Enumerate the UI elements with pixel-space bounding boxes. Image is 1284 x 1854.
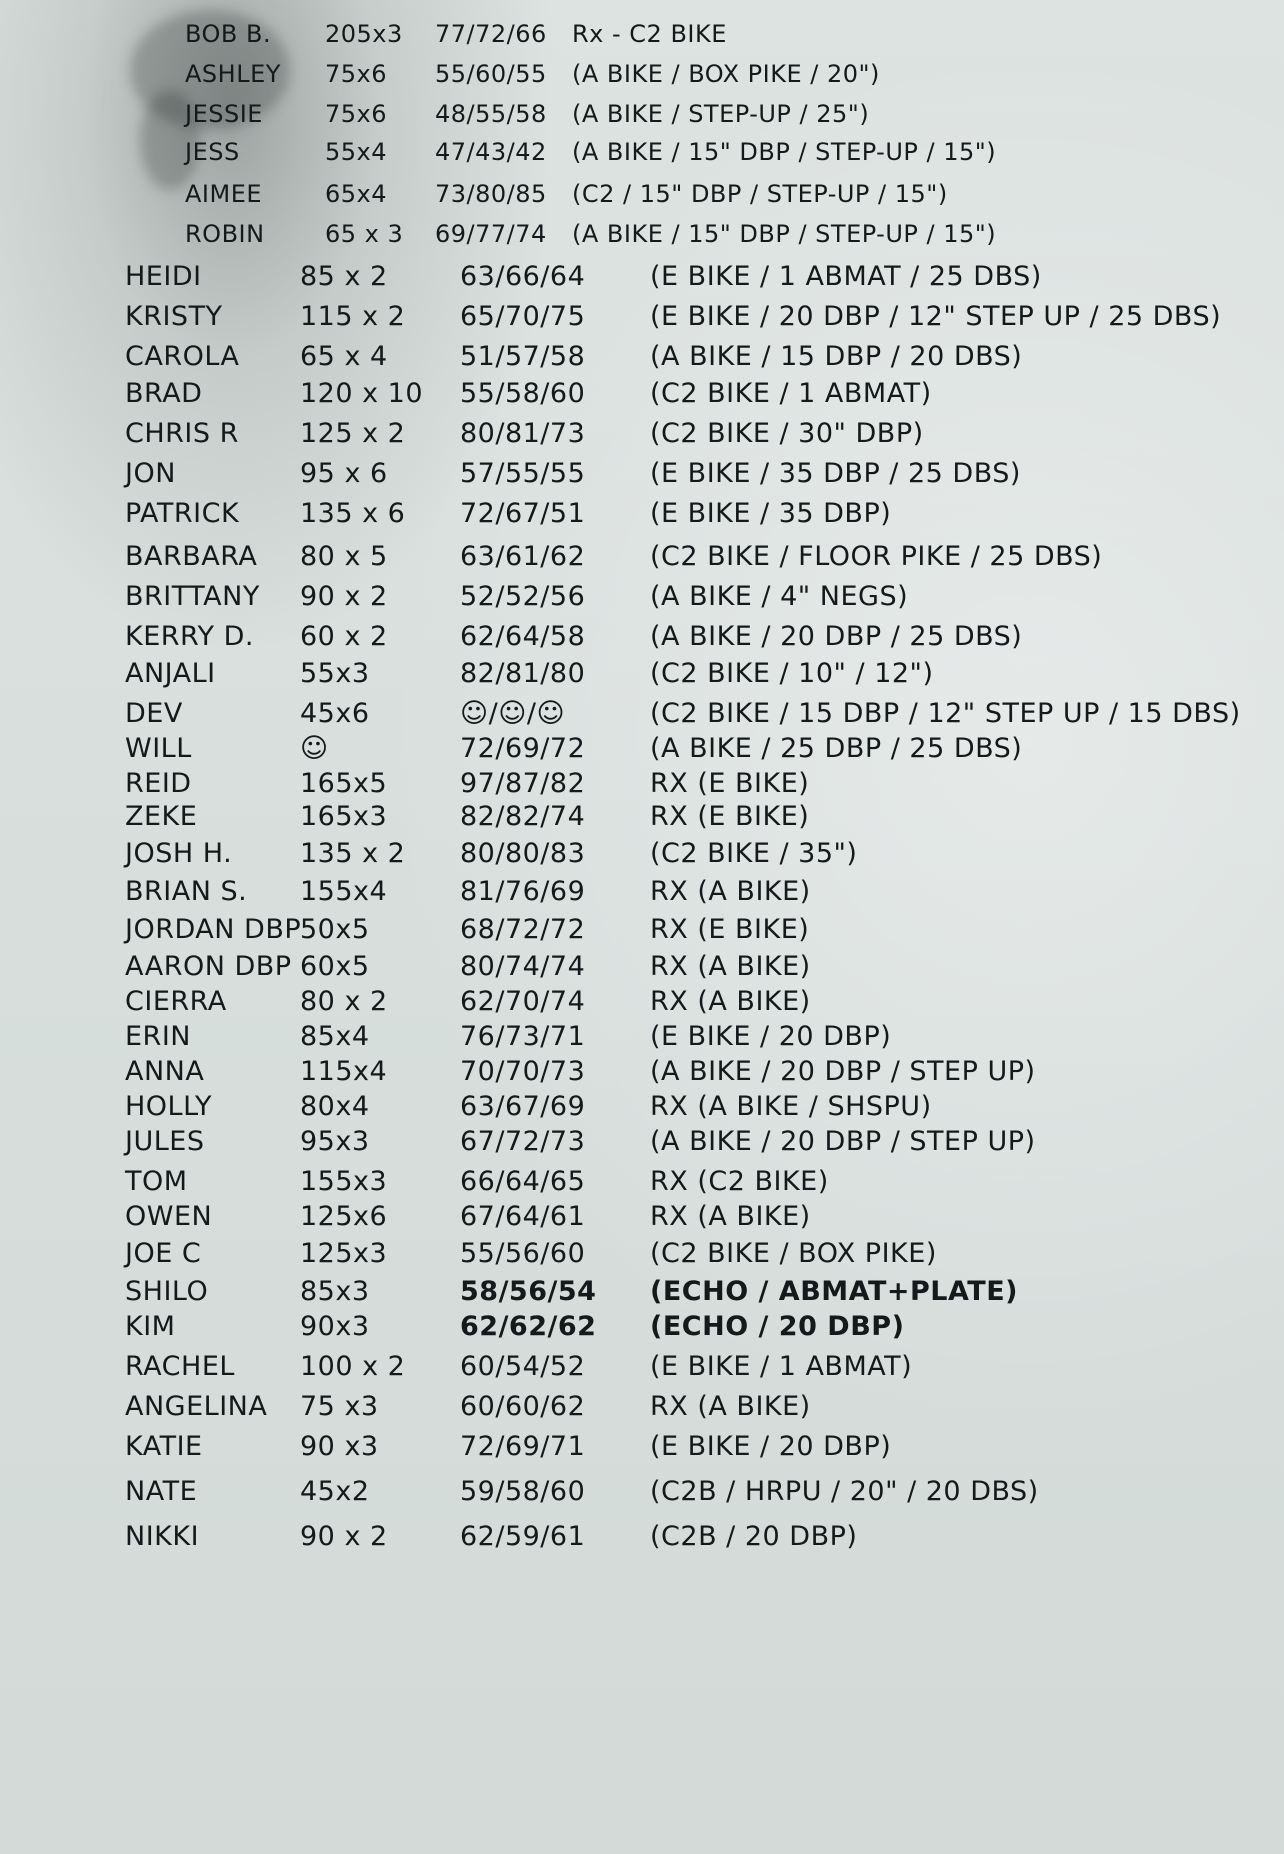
round-scores: 82/82/74	[460, 801, 586, 832]
log-row	[0, 1385, 1284, 1429]
load-reps: 55x4	[325, 138, 388, 166]
athlete-name: JOE C	[125, 1238, 202, 1269]
scaling-notes: (E BIKE / 20 DBP / 12" STEP UP / 25 DBS)	[650, 301, 1222, 332]
log-row	[0, 130, 1284, 174]
log-row	[0, 1305, 1284, 1349]
load-reps: 60x5	[300, 951, 370, 982]
round-scores: 48/55/58	[435, 100, 547, 128]
scaling-notes: (E BIKE / 1 ABMAT / 25 DBS)	[650, 261, 1042, 292]
scaling-notes: (A BIKE / 15" DBP / STEP-UP / 15")	[572, 138, 997, 166]
load-reps: 90 x3	[300, 1431, 379, 1462]
round-scores: 72/67/51	[460, 498, 586, 529]
scaling-notes: RX (A BIKE)	[650, 986, 811, 1017]
scaling-notes: (C2 BIKE / BOX PIKE)	[650, 1238, 937, 1269]
scaling-notes: (C2 BIKE / 10" / 12")	[650, 658, 934, 689]
load-reps: 205x3	[325, 20, 403, 48]
athlete-name: ANJALI	[125, 658, 216, 689]
load-reps: 65 x 4	[300, 341, 388, 372]
athlete-name: RACHEL	[125, 1351, 235, 1382]
athlete-name: BRAD	[125, 378, 203, 409]
scaling-notes: (A BIKE / STEP-UP / 25")	[572, 100, 870, 128]
scaling-notes: (C2 BIKE / FLOOR PIKE / 25 DBS)	[650, 541, 1103, 572]
athlete-name: ASHLEY	[185, 60, 281, 88]
athlete-name: WILL	[125, 733, 192, 764]
scaling-notes: (A BIKE / 25 DBP / 25 DBS)	[650, 733, 1023, 764]
round-scores: 80/81/73	[460, 418, 586, 449]
athlete-name: JESS	[185, 138, 240, 166]
round-scores: 62/64/58	[460, 621, 586, 652]
athlete-name: DEV	[125, 698, 183, 729]
load-reps: 165x5	[300, 768, 388, 799]
round-scores: 57/55/55	[460, 458, 586, 489]
load-reps: ☺	[300, 733, 329, 764]
load-reps: 135 x 2	[300, 838, 406, 869]
athlete-name: TOM	[125, 1166, 188, 1197]
scaling-notes: RX (A BIKE)	[650, 951, 811, 982]
scaling-notes: RX (A BIKE)	[650, 1391, 811, 1422]
round-scores: 62/59/61	[460, 1521, 586, 1552]
scaling-notes: (C2 BIKE / 1 ABMAT)	[650, 378, 932, 409]
scaling-notes: RX (A BIKE / SHSPU)	[650, 1091, 932, 1122]
athlete-name: CHRIS R	[125, 418, 239, 449]
round-scores: 65/70/75	[460, 301, 586, 332]
log-row	[0, 255, 1284, 299]
load-reps: 75x6	[325, 100, 388, 128]
scaling-notes: RX (A BIKE)	[650, 1201, 811, 1232]
log-row	[0, 12, 1284, 56]
round-scores: 73/80/85	[435, 180, 547, 208]
scaling-notes: (C2 BIKE / 15 DBP / 12" STEP UP / 15 DBS)	[650, 698, 1241, 729]
round-scores: 70/70/73	[460, 1056, 586, 1087]
scaling-notes: (A BIKE / 4" NEGS)	[650, 581, 909, 612]
athlete-name: OWEN	[125, 1201, 213, 1232]
scaling-notes: (E BIKE / 20 DBP)	[650, 1021, 892, 1052]
log-row	[0, 212, 1284, 256]
load-reps: 75x6	[325, 60, 388, 88]
round-scores: 62/62/62	[460, 1311, 597, 1342]
load-reps: 45x2	[300, 1476, 370, 1507]
load-reps: 125x3	[300, 1238, 388, 1269]
round-scores: 82/81/80	[460, 658, 586, 689]
athlete-name: NATE	[125, 1476, 198, 1507]
load-reps: 120 x 10	[300, 378, 424, 409]
round-scores: 72/69/72	[460, 733, 586, 764]
load-reps: 155x4	[300, 876, 388, 907]
scaling-notes: RX (E BIKE)	[650, 768, 810, 799]
scaling-notes: (E BIKE / 35 DBP)	[650, 498, 892, 529]
load-reps: 90 x 2	[300, 581, 388, 612]
load-reps: 80 x 5	[300, 541, 388, 572]
scaling-notes: (E BIKE / 35 DBP / 25 DBS)	[650, 458, 1021, 489]
athlete-name: JORDAN DBP	[125, 914, 302, 945]
round-scores: 97/87/82	[460, 768, 586, 799]
round-scores: 55/56/60	[460, 1238, 586, 1269]
load-reps: 85 x 2	[300, 261, 388, 292]
load-reps: 125 x 2	[300, 418, 406, 449]
load-reps: 60 x 2	[300, 621, 388, 652]
load-reps: 45x6	[300, 698, 370, 729]
load-reps: 135 x 6	[300, 498, 406, 529]
round-scores: 81/76/69	[460, 876, 586, 907]
athlete-name: NIKKI	[125, 1521, 200, 1552]
scaling-notes: (C2B / HRPU / 20" / 20 DBS)	[650, 1476, 1039, 1507]
athlete-name: ZEKE	[125, 801, 198, 832]
round-scores: 80/80/83	[460, 838, 586, 869]
load-reps: 90 x 2	[300, 1521, 388, 1552]
athlete-name: ANNA	[125, 1056, 205, 1087]
load-reps: 65 x 3	[325, 220, 404, 248]
round-scores: 51/57/58	[460, 341, 586, 372]
round-scores: 67/72/73	[460, 1126, 586, 1157]
athlete-name: KERRY D.	[125, 621, 255, 652]
load-reps: 80x4	[300, 1091, 370, 1122]
scaling-notes: (C2 / 15" DBP / STEP-UP / 15")	[572, 180, 948, 208]
log-row	[0, 1120, 1284, 1164]
scaling-notes: (ECHO / ABMAT+PLATE)	[650, 1276, 1018, 1307]
athlete-name: PATRICK	[125, 498, 240, 529]
round-scores: 76/73/71	[460, 1021, 586, 1052]
log-row	[0, 575, 1284, 619]
log-row	[0, 1515, 1284, 1559]
log-row	[0, 1425, 1284, 1469]
load-reps: 65x4	[325, 180, 388, 208]
log-row	[0, 52, 1284, 96]
athlete-name: SHILO	[125, 1276, 209, 1307]
round-scores: 59/58/60	[460, 1476, 586, 1507]
load-reps: 90x3	[300, 1311, 370, 1342]
round-scores: 60/60/62	[460, 1391, 586, 1422]
round-scores: 67/64/61	[460, 1201, 586, 1232]
scaling-notes: (A BIKE / 15 DBP / 20 DBS)	[650, 341, 1023, 372]
athlete-name: AIMEE	[185, 180, 263, 208]
athlete-name: CIERRA	[125, 986, 227, 1017]
scaling-notes: (A BIKE / 20 DBP / STEP UP)	[650, 1126, 1036, 1157]
athlete-name: BRITTANY	[125, 581, 260, 612]
log-row	[0, 295, 1284, 339]
load-reps: 100 x 2	[300, 1351, 406, 1382]
athlete-name: ERIN	[125, 1021, 191, 1052]
athlete-name: JULES	[125, 1126, 205, 1157]
athlete-name: HEIDI	[125, 261, 202, 292]
round-scores: 63/66/64	[460, 261, 586, 292]
scaling-notes: Rx - C2 BIKE	[572, 20, 727, 48]
log-row	[0, 652, 1284, 696]
round-scores: 68/72/72	[460, 914, 586, 945]
scaling-notes: (C2B / 20 DBP)	[650, 1521, 858, 1552]
round-scores: 55/60/55	[435, 60, 547, 88]
load-reps: 155x3	[300, 1166, 388, 1197]
scaling-notes: RX (C2 BIKE)	[650, 1166, 829, 1197]
athlete-name: JON	[125, 458, 176, 489]
scaling-notes: (E BIKE / 20 DBP)	[650, 1431, 892, 1462]
log-row	[0, 535, 1284, 579]
log-row	[0, 412, 1284, 456]
athlete-name: HOLLY	[125, 1091, 213, 1122]
athlete-name: BOB B.	[185, 20, 272, 48]
round-scores: 47/43/42	[435, 138, 547, 166]
athlete-name: KRISTY	[125, 301, 223, 332]
log-row	[0, 172, 1284, 216]
athlete-name: ROBIN	[185, 220, 265, 248]
load-reps: 85x3	[300, 1276, 370, 1307]
athlete-name: JOSH H.	[125, 838, 233, 869]
round-scores: 58/56/54	[460, 1276, 597, 1307]
athlete-name: JESSIE	[185, 100, 263, 128]
log-row	[0, 1345, 1284, 1389]
athlete-name: REID	[125, 768, 192, 799]
round-scores: 60/54/52	[460, 1351, 586, 1382]
athlete-name: BARBARA	[125, 541, 258, 572]
scaling-notes: (A BIKE / 20 DBP / STEP UP)	[650, 1056, 1036, 1087]
scaling-notes: (A BIKE / 15" DBP / STEP-UP / 15")	[572, 220, 997, 248]
scaling-notes: (C2 BIKE / 35")	[650, 838, 858, 869]
scaling-notes: (A BIKE / BOX PIKE / 20")	[572, 60, 880, 88]
athlete-name: CAROLA	[125, 341, 240, 372]
round-scores: 55/58/60	[460, 378, 586, 409]
scaling-notes: RX (A BIKE)	[650, 876, 811, 907]
load-reps: 125x6	[300, 1201, 388, 1232]
log-row	[0, 372, 1284, 416]
round-scores: ☺/☺/☺	[460, 698, 566, 729]
load-reps: 55x3	[300, 658, 370, 689]
load-reps: 85x4	[300, 1021, 370, 1052]
round-scores: 66/64/65	[460, 1166, 586, 1197]
athlete-name: BRIAN S.	[125, 876, 248, 907]
scaling-notes: (E BIKE / 1 ABMAT)	[650, 1351, 913, 1382]
load-reps: 115 x 2	[300, 301, 406, 332]
round-scores: 77/72/66	[435, 20, 547, 48]
round-scores: 63/67/69	[460, 1091, 586, 1122]
load-reps: 50x5	[300, 914, 370, 945]
scaling-notes: RX (E BIKE)	[650, 914, 810, 945]
load-reps: 165x3	[300, 801, 388, 832]
load-reps: 95x3	[300, 1126, 370, 1157]
round-scores: 80/74/74	[460, 951, 586, 982]
log-row	[0, 492, 1284, 536]
round-scores: 72/69/71	[460, 1431, 586, 1462]
log-row	[0, 452, 1284, 496]
round-scores: 62/70/74	[460, 986, 586, 1017]
athlete-name: AARON DBP	[125, 951, 292, 982]
log-row	[0, 1470, 1284, 1514]
athlete-name: ANGELINA	[125, 1391, 268, 1422]
scaling-notes: RX (E BIKE)	[650, 801, 810, 832]
load-reps: 115x4	[300, 1056, 388, 1087]
round-scores: 69/77/74	[435, 220, 547, 248]
scaling-notes: (C2 BIKE / 30" DBP)	[650, 418, 924, 449]
round-scores: 63/61/62	[460, 541, 586, 572]
round-scores: 52/52/56	[460, 581, 586, 612]
load-reps: 95 x 6	[300, 458, 388, 489]
load-reps: 80 x 2	[300, 986, 388, 1017]
scaling-notes: (ECHO / 20 DBP)	[650, 1311, 905, 1342]
load-reps: 75 x3	[300, 1391, 379, 1422]
athlete-name: KIM	[125, 1311, 176, 1342]
scaling-notes: (A BIKE / 20 DBP / 25 DBS)	[650, 621, 1023, 652]
athlete-name: KATIE	[125, 1431, 203, 1462]
